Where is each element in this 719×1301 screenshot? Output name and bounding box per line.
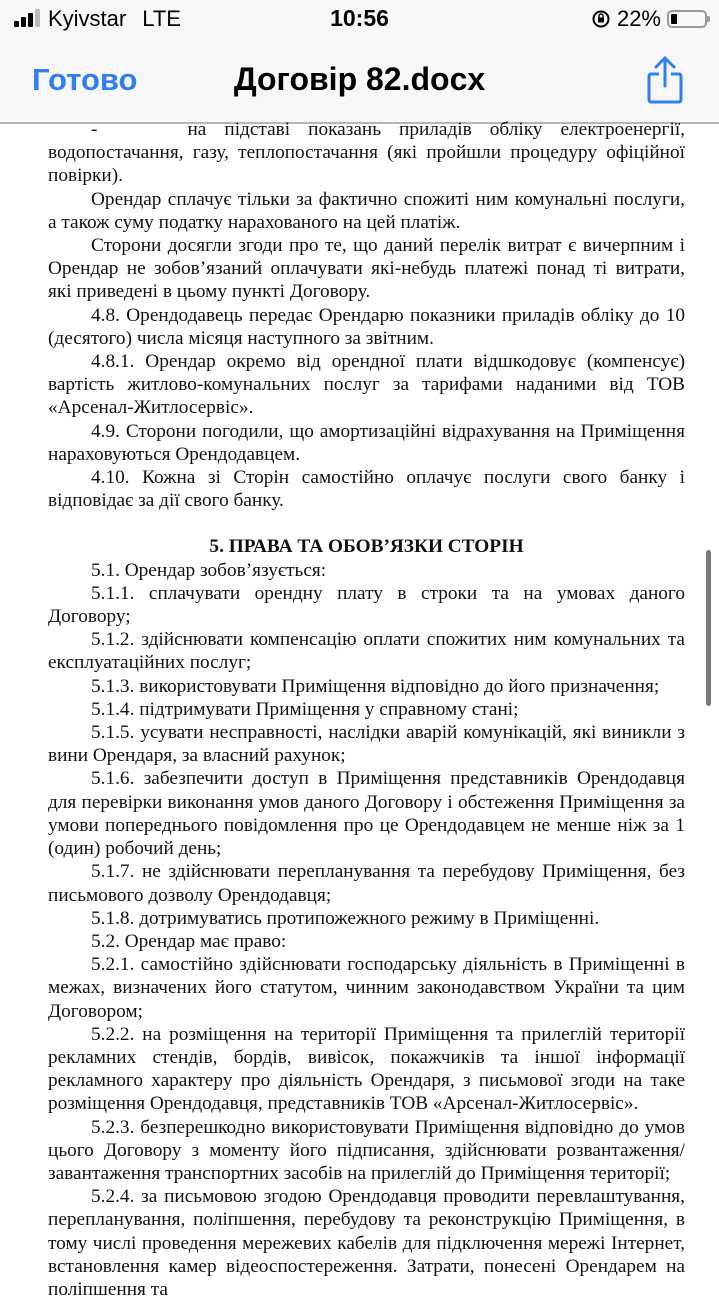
doc-paragraph: 4.8. Орендодавець передає Орендарю показники приладів обліку до 10 (десятого) числа місяця наступного за звітним. — [48, 304, 685, 349]
doc-paragraph: 4.9. Сторони погодили, що амортизаційні відрахування на Приміщення нараховуються Орендодавцем. — [48, 420, 685, 465]
status-right — [591, 6, 707, 32]
vertical-scrollbar[interactable] — [706, 550, 711, 706]
doc-paragraph: - на підставі показань приладів обліку електроенергії, водопостачання, газу, теплопостачання (які пройшли процедуру офіційної повірки). — [48, 119, 685, 187]
doc-paragraph: 5.1.6. забезпечити доступ в Приміщення представників Орендодавця для перевірки виконання умов даного Договору і обстеження Приміщення за умови попереднього повідомлення про це Орендодавцем не менше ніж за 1 (один) робочий день; — [48, 768, 685, 860]
doc-paragraph: 4.8.1. Орендар окремо від орендної плати відшкодовує (компенсує) вартість житлово-комунальних послуг за тарифами наданими від ТОВ «Арсенал-Житлосервіс». — [48, 351, 685, 419]
network-type: LTE — [142, 6, 181, 31]
orientation-lock-icon — [591, 9, 611, 29]
doc-paragraph: 5.1.5. усувати несправності, наслідки аварій комунікацій, які виникли з вини Орендаря, за власний рахунок; — [48, 722, 685, 767]
doc-paragraph: 5.1.2. здійснювати компенсацію оплати спожитих ним комунальних та експлуатаційних послуг; — [48, 629, 685, 674]
share-icon[interactable] — [645, 54, 685, 106]
doc-paragraph: 5.2.4. за письмовою згодою Орендодавця проводити перевлаштування, перепланування, поліпшення, перебудову та реконструкцію Приміщення, в тому числі проведення мережевих кабелів для підключення мережі Інтернет, встановлення камер відеоспостереження. Затрати, понесені Орендарем на поліпшення та — [48, 1186, 685, 1300]
doc-paragraph: Сторони досягли згоди про те, що даний перелік витрат є вичерпним і Орендар не зобов’язаний оплачувати які-небудь платежі понад ті витрати, які приведені в цьому пункті Договору. — [48, 235, 685, 303]
battery-percent: 22% — [616, 6, 661, 31]
section-heading: 5. ПРАВА ТА ОБОВ’ЯЗКИ СТОРІН — [209, 536, 524, 558]
doc-paragraph: 5.2.1. самостійно здійснювати господарську діяльність в Приміщенні в межах, визначених його статутом, чинним законодавством України та цим Договором; — [48, 954, 685, 1022]
doc-paragraph: 5.2.2. на розміщення на території Приміщення та прилеглій території рекламних стендів, бордів, вивісок, покажчиків та іншої інформації рекламного характеру про діяльність Орендаря, з письмової згоди на таке розміщення Орендодавця, представників ТОВ «Арсенал-Житлосервіс». — [48, 1023, 685, 1115]
document-body — [48, 118, 685, 1301]
doc-paragraph: 5.1.4. підтримувати Приміщення у справному стані; — [91, 698, 519, 720]
document-title: Договір 82.docx — [233, 61, 486, 97]
doc-paragraph: Орендар сплачує тільки за фактично спожиті ним комунальні послуги, а також суму податку нарахованого на цей платіж. — [48, 188, 685, 233]
status-bar — [0, 0, 719, 40]
doc-paragraph: 5.1.8. дотримуватись протипожежного режиму в Приміщенні. — [91, 907, 600, 929]
navigation-bar — [0, 40, 719, 124]
doc-paragraph: 5.1.3. використовувати Приміщення відповідно до його призначення; — [91, 675, 660, 697]
doc-paragraph: 5.2. Орендар має право: — [91, 930, 287, 952]
doc-paragraph: 5.1.7. не здійснювати перепланування та перебудову Приміщення, без письмового дозволу Орендодавця; — [48, 861, 685, 906]
done-button[interactable]: Готово — [32, 62, 138, 97]
carrier-name: Kyivstar — [48, 6, 127, 31]
battery-icon — [667, 10, 707, 28]
doc-paragraph: 4.10. Кожна зі Сторін самостійно оплачує послуги свого банку і відповідає за дії свого банку. — [48, 467, 685, 512]
doc-paragraph: 5.1. Орендар зобов’язується: — [91, 559, 327, 581]
status-time: 10:56 — [330, 5, 389, 31]
doc-paragraph: 5.2.3. безперешкодно використовувати Приміщення відповідно до умов цього Договору з моменту його підписання, здійснювати розвантаження/завантаження транспортних засобів на прилеглій до Приміщення території; — [48, 1116, 685, 1184]
doc-paragraph: 5.1.1. сплачувати орендну плату в строки та на умовах даного Договору; — [48, 582, 685, 628]
